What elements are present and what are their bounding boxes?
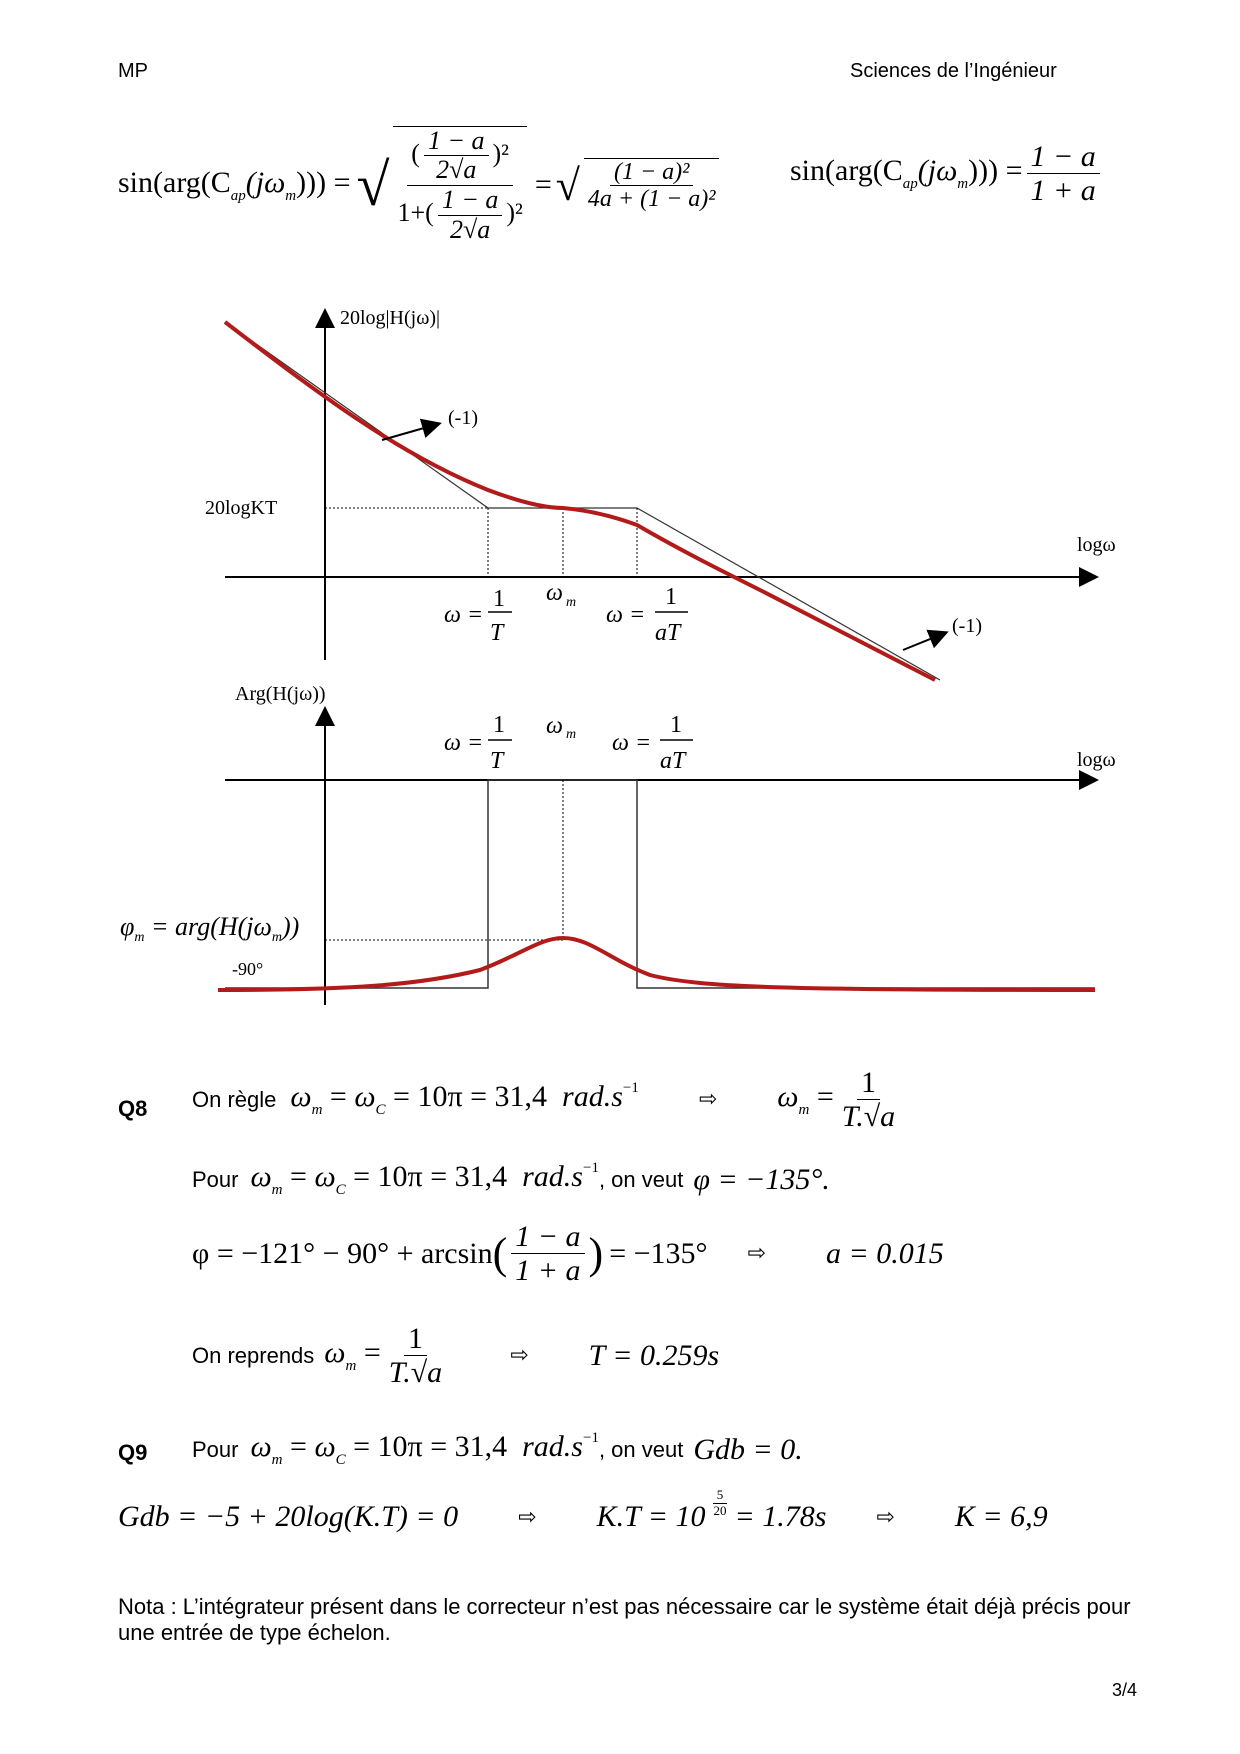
q8-line4-result: T = 0.259s	[588, 1338, 720, 1372]
phi-sub-2: m	[271, 930, 283, 945]
inner-den-2: 2√a	[449, 214, 491, 244]
one-plus: 1+	[397, 198, 426, 228]
sq-num: (1 − a)²	[610, 159, 693, 186]
gain-frac-T-1: T	[490, 620, 504, 646]
q8-label: Q8	[118, 1096, 148, 1121]
gain-frac-one-2: 1	[665, 584, 677, 610]
formula-sq-fraction	[584, 158, 720, 213]
slope-label-2: (-1)	[952, 615, 982, 637]
phase-omega-m: ω	[546, 713, 563, 739]
q8-line3-lhs: φ = −121° − 90° + arcsin	[192, 1236, 493, 1270]
q8-line1-text: On règle	[192, 1086, 277, 1112]
q8-omega-m: ω	[290, 1080, 312, 1113]
q9-gdb-target: Gdb = 0.	[693, 1432, 803, 1466]
q9-line2-mid-rest: = 1.78s	[734, 1500, 827, 1533]
phase-frac-one-2: 1	[670, 712, 682, 738]
gain-frac-aT-2: aT	[655, 620, 681, 646]
gain-frac-one-1: 1	[493, 586, 505, 612]
q9-unit-exp: −1	[582, 1430, 599, 1446]
q9-line1-text: Pour	[192, 1436, 239, 1462]
kt-level-label: 20logKT	[205, 497, 278, 519]
gain-omega-m-sub: m	[566, 595, 577, 610]
formula-lhs-end: (jω	[245, 165, 286, 199]
gain-omega-eq-2: ω =	[606, 602, 646, 628]
gain-omega-eq-1: ω =	[444, 602, 484, 628]
header-right: Sciences de l’Ingénieur	[850, 60, 1057, 82]
gain-axis-label: 20log|H(jω)|	[340, 307, 441, 329]
q8-line3-rhs: = −135°	[609, 1236, 708, 1270]
phase-frac-aT-2: aT	[660, 748, 686, 774]
phi-m-label	[120, 912, 299, 945]
phase-asymptote	[225, 780, 1095, 988]
q8-line4: On reprends $\omega_m$ = $\frac{1}{T.√a}$ ⇨ T = 0.259s	[192, 1322, 720, 1389]
q8-line4-text: On reprends	[192, 1342, 315, 1368]
phase-curve	[218, 938, 1095, 990]
gain-log-label: logω	[1077, 534, 1116, 556]
phi-symbol: φ	[120, 912, 135, 941]
formula-big-fraction: ( $\frac{1 - a}{2√a}$ )² 1+( $\frac{1 - a}{2√a}$ )²	[393, 126, 526, 244]
q9-label: Q9	[118, 1440, 148, 1465]
page-number: 3/4	[1112, 1680, 1138, 1700]
q8-result-num: 1	[857, 1066, 880, 1100]
inner-den: 2√a	[436, 155, 477, 185]
phase-frac-one-1: 1	[493, 712, 505, 738]
phase-log-label: logω	[1077, 749, 1116, 771]
phi-sub: m	[134, 930, 145, 945]
q9-exp-den: 20	[713, 1502, 727, 1518]
q8-result-lhs: ω	[777, 1080, 799, 1113]
header-left: MP	[118, 60, 148, 82]
q8-line3-num: 1 − a	[511, 1220, 584, 1254]
nota-paragraph: Nota : L’intégrateur présent dans le correcteur n’est pas nécessaire car le système était déjà précis pour une entrée de type échelon.	[118, 1594, 1131, 1646]
phase-frac-T-1: T	[490, 748, 504, 774]
formula-lhs: sin(arg(C	[118, 165, 231, 199]
q9-line2-mid: K.T = 10	[596, 1500, 706, 1533]
gain-omega-m: ω	[546, 580, 563, 606]
formula-right-lhs-end: (jω	[917, 154, 958, 187]
formula-right-lhs: sin(arg(C	[790, 154, 903, 187]
q8-line1: On règle $\omega_m = \omega_C = 10\pi = 31,4$ $rad.s^{-1}$ ⇨ $\omega_m$ = $\frac{1}{T.√a}$	[192, 1066, 1142, 1133]
q9-unit: rad.s	[522, 1430, 583, 1463]
q8-line2-unit-exp: −1	[582, 1160, 599, 1176]
bode-diagram	[0, 280, 1240, 1020]
phase-omega-eq-2: ω =	[612, 730, 652, 756]
formula-right-sub2: m	[957, 176, 969, 192]
formula-lhs-close: )))	[296, 165, 327, 199]
formula-sub: ap	[230, 187, 246, 204]
formula-right-sub: ap	[902, 176, 918, 192]
q9-exp-num: 5	[713, 1488, 728, 1503]
slope-arrow-1	[382, 424, 438, 440]
phi-close: ))	[282, 912, 300, 941]
formula-right-close: )))	[968, 154, 999, 187]
q8-line2-unit: rad.s	[522, 1160, 583, 1193]
q8-unit-exp: −1	[622, 1080, 639, 1096]
inner-num-2: 1 − a	[438, 186, 503, 216]
q8-unit: rad.s	[562, 1080, 623, 1113]
phase-axis-label: Arg(H(jω))	[235, 683, 326, 705]
q9-line1: Pour $\omega_m = \omega_C = 10\pi = 31,4$ $rad.s^{-1}$ , on veut Gdb = 0.	[192, 1430, 803, 1468]
sq-den: 4a + (1 − a)²	[587, 186, 716, 212]
q8-line2: Pour $\omega_m = \omega_C = 10\pi = 31,4$ $rad.s^{-1}$ , on veut φ = −135°.	[192, 1160, 830, 1198]
q9-line2-lhs: Gdb = −5 + 20log(K.T) = 0	[118, 1500, 459, 1533]
q8-line3-den: 1 + a	[515, 1254, 581, 1287]
q8-line3-result: a = 0.015	[825, 1236, 944, 1270]
phi-rest: = arg(H(jω	[144, 912, 272, 941]
q8-line2-text: Pour	[192, 1166, 239, 1192]
formula-sub2: m	[285, 187, 297, 204]
q8-line2-rest: = 10π = 31,4	[353, 1160, 508, 1193]
formula-sin-arg-right: $\sin(arg(C_{ap}(j\omega_m)))$ = $\frac{1 - a}{1 + a}$	[790, 140, 1104, 207]
formula-sin-arg-left: $\sin(arg(C_{ap}(j\omega_m)))$ = √ ( $\frac{1 - a}{2√a}$ )² 1+( $\frac{1 - a}{2√a}$ )² = √ $\frac{\text{(1 − a)²}}{\text{4a + (1 − a)²}}$	[118, 100, 723, 270]
q8-line3: φ = −121° − 90° + arcsin ( $\frac{1 - a}{1 + a}$ ) = −135° ⇨ a = 0.015	[192, 1220, 944, 1287]
slope-arrow-2	[903, 633, 945, 650]
q9-line2: Gdb = −5 + 20log(K.T) = 0 ⇨ K.T = 10 $\frac{5}{20}$ = 1.78s ⇨ K = 6,9	[118, 1487, 1048, 1533]
q9-line1-rest: = 10π = 31,4	[353, 1430, 508, 1463]
q8-line4-num: 1	[404, 1322, 427, 1356]
phase-omega-eq-1: ω =	[444, 730, 484, 756]
minus90-label: -90°	[232, 959, 264, 979]
inner-num: 1 − a	[424, 127, 489, 157]
q8-result-den: T.√a	[841, 1100, 896, 1133]
q8-line4-den: T.√a	[388, 1356, 443, 1389]
q9-line1-suffix: , on veut	[598, 1436, 684, 1462]
right-frac-den: 1 + a	[1030, 174, 1096, 207]
q8-phi-target: φ = −135°.	[693, 1162, 830, 1196]
slope-label-1: (-1)	[448, 407, 478, 429]
right-frac-num: 1 − a	[1027, 140, 1100, 174]
phase-omega-m-sub: m	[566, 727, 577, 742]
q8-line2-suffix: , on veut	[598, 1166, 684, 1192]
gain-curve	[225, 322, 935, 680]
q8-line1-rest: = 10π = 31,4	[393, 1080, 548, 1113]
q9-line2-result: K = 6,9	[954, 1500, 1048, 1533]
